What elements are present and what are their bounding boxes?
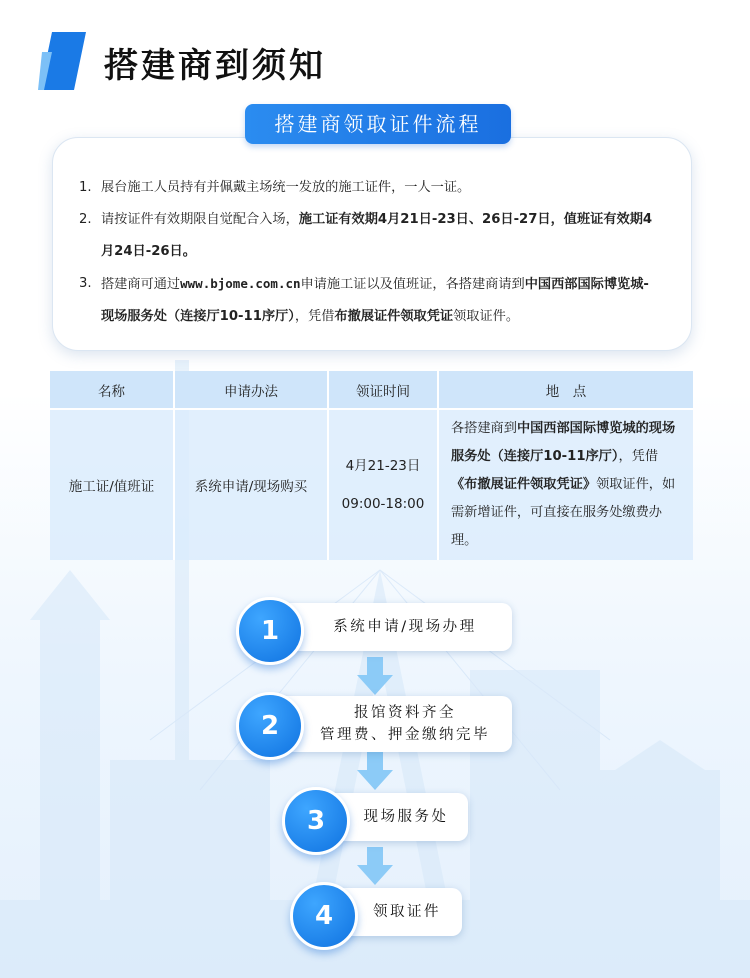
notice-voucher-bold: 布撤展证件领取凭证 [334,309,454,324]
header-method: 申请办法 [174,371,328,409]
table-header-row [50,371,693,409]
step-number: 4 [290,882,358,950]
location-voucher-bold: 《布撤展证件领取凭证》 [451,477,597,492]
notice-validity-bold: 施工证有效期4月21日-23日、26日-27日，值班证有效期4月24日-26日。 [101,212,653,259]
notice-text: ，凭借 [294,309,335,324]
notice-text: 展台施工人员持有并佩戴主场统一发放的施工证件，一人一证。 [101,180,471,195]
notice-item-1 [79,172,661,204]
title-accent-icon [38,32,86,90]
header-time: 领证时间 [328,371,438,409]
cell-hours: 09:00-18:00 [341,496,425,512]
notice-venue-bold: 中国西部国际博览城-现场服务处（连接厅10-11序厅） [101,277,649,324]
location-venue-bold: 中国西部国际博览城的现场服务处（连接厅10-11序厅） [451,421,676,464]
header-location: 地 点 [438,371,693,409]
cell-name: 施工证/值班证 [50,409,174,560]
notice-list [53,138,691,333]
notice-item-2 [79,204,661,268]
notice-text: 申请施工证以及值班证，各搭建商请到 [300,277,525,292]
page-title: 搭建商到须知 [104,46,326,86]
cell-location [438,409,693,560]
notice-number: 3. [79,276,92,291]
step-label: 现场服务处 [318,793,468,841]
location-text: ，凭借 [618,449,659,464]
step-label-line1: 报馆资料齐全 [354,705,456,721]
cell-method: 系统申请/现场购买 [174,409,328,560]
location-text: 各搭建商到 [451,421,517,436]
cell-date: 4月21-23日 [345,458,421,474]
step-label-line2: 管理费、押金缴纳完毕 [320,727,490,743]
website-link[interactable]: www.bjome.com.cn [180,276,301,291]
step-number: 1 [236,597,304,665]
notice-card [52,137,692,351]
table-row [50,409,693,560]
notice-text: 领取证件。 [453,309,520,324]
step-label [272,696,512,752]
process-heading: 搭建商领取证件流程 [245,104,511,144]
notice-number: 1. [79,180,92,195]
down-arrow-icon [355,657,395,697]
step-number: 3 [282,787,350,855]
location-text: 领取证件，如需新增证件，可直接在服务处缴费办理。 [451,477,676,548]
notice-number: 2. [79,212,92,227]
step-label: 领取证件 [326,888,462,936]
step-number: 2 [236,692,304,760]
notice-text: 搭建商可通过 [101,277,181,292]
notice-item-3 [79,268,661,333]
notice-text: 请按证件有效期限自觉配合入场， [101,212,299,227]
down-arrow-icon [355,847,395,887]
step-label: 系统申请/现场办理 [272,603,512,651]
cell-time [328,409,438,560]
down-arrow-icon [355,752,395,792]
certificate-table [50,371,693,560]
header-name: 名称 [50,371,174,409]
